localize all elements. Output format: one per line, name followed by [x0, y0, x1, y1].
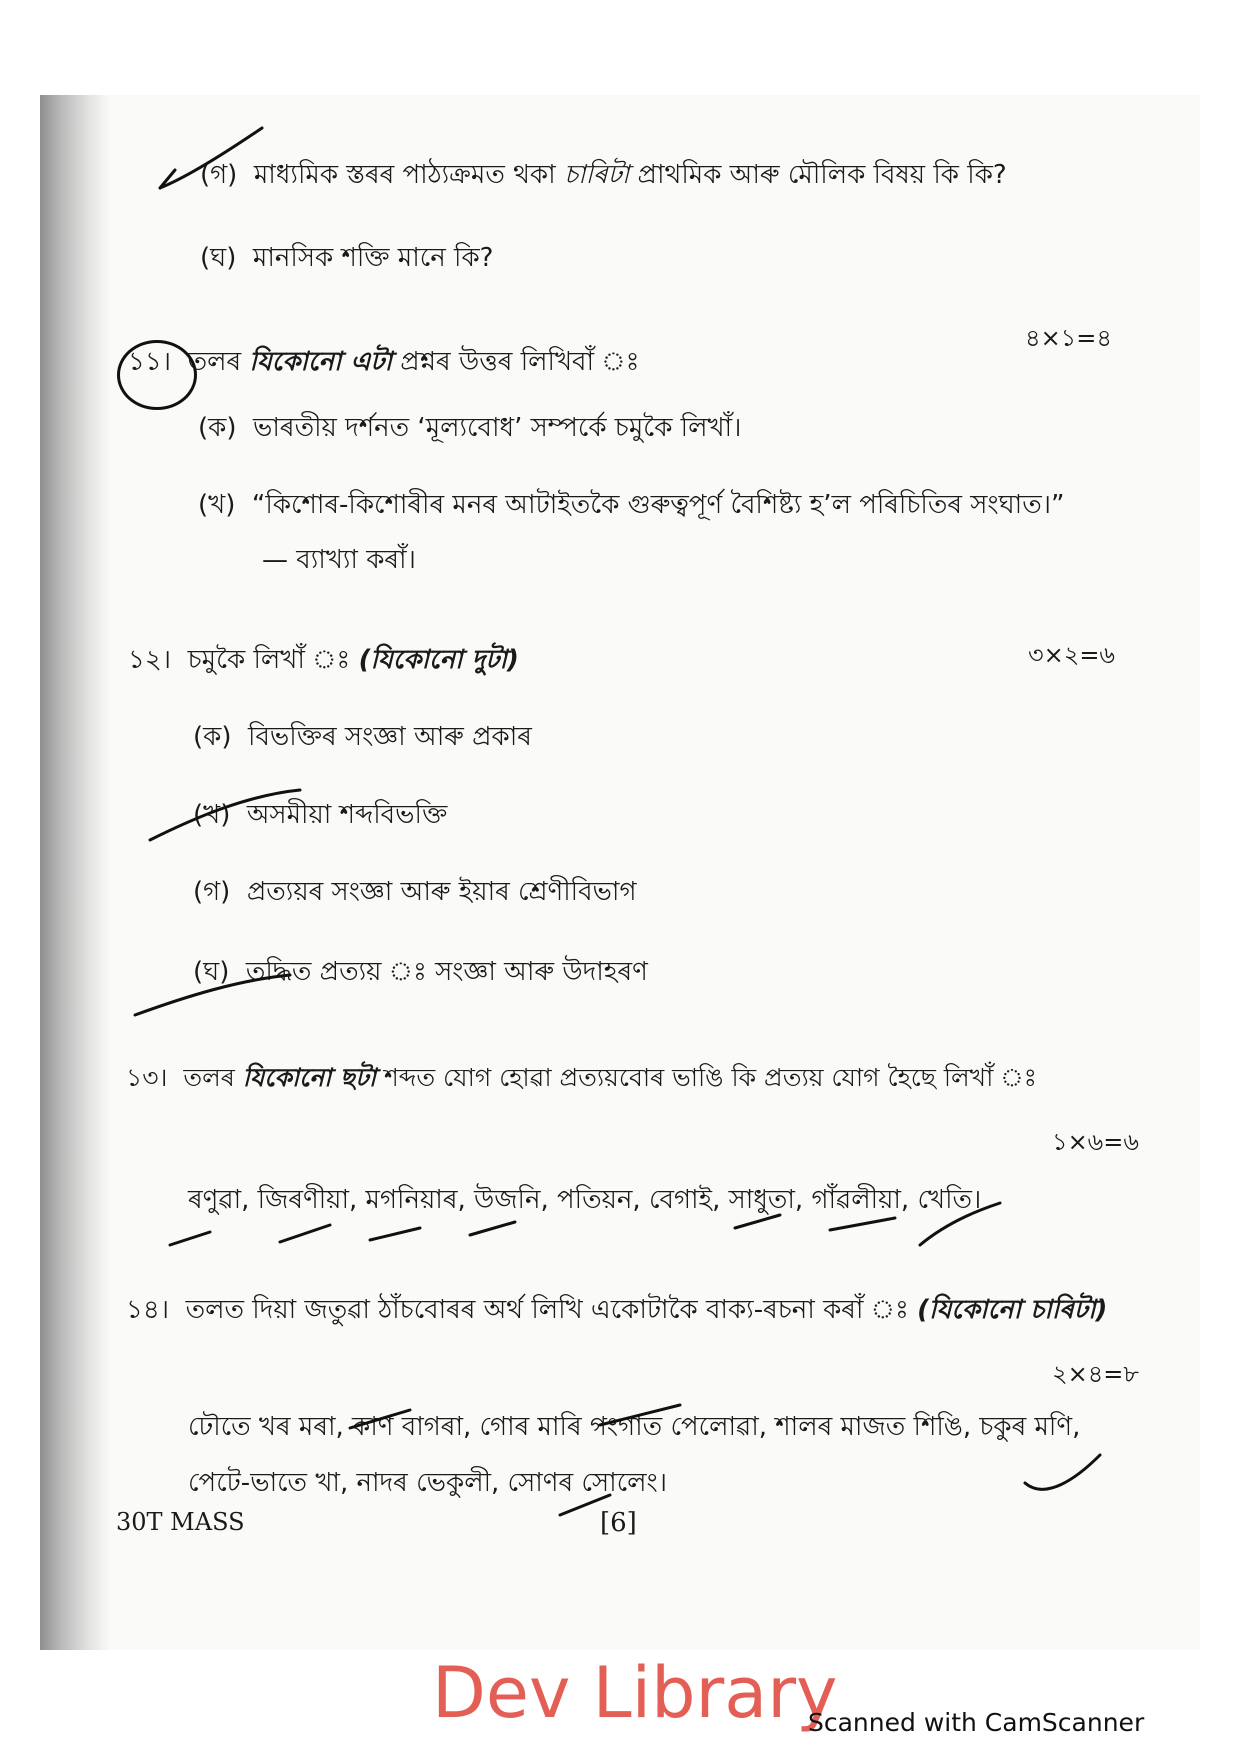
q10-g-emph: চাৰিটা	[563, 160, 630, 190]
q10-g	[200, 160, 1007, 191]
q11-pre: তলৰ	[187, 347, 250, 377]
q13-post: শব্দত যোগ হোৱা প্ৰত্যয়বোৰ ভাঙি কি প্ৰত্যয় যোগ হৈছে লিখাঁ ঃ	[376, 1063, 1038, 1092]
q10-g-text-pre: মাধ্যমিক স্তৰৰ পাঠ্যক্ৰমত থকা	[253, 160, 564, 190]
q12-gh	[193, 957, 648, 988]
q12-pre: চমুকৈ লিখাঁ ঃ	[187, 645, 359, 675]
q14-number: ১৪।	[126, 1295, 170, 1325]
q12-k-text: বিভক্তিৰ সংজ্ঞা আৰু প্ৰকাৰ	[248, 722, 532, 752]
q10-g-label: (গ)	[200, 160, 238, 190]
q13-marks: ১×৬=৬	[1052, 1128, 1140, 1156]
q13-emph: যিকোনো ছটা	[242, 1063, 377, 1092]
q12-kh-label: (খ)	[193, 800, 231, 830]
q11-emph: যিকোনো এটা	[249, 347, 393, 377]
q11-kh-line1: “কিশোৰ-কিশোৰীৰ মনৰ আটাইতকৈ গুৰুত্বপূৰ্ণ বৈশিষ্ট্য হ’ল পৰিচিতিৰ সংঘাত।”	[251, 490, 1065, 520]
q12-emph: (যিকোনো দুটা)	[358, 645, 519, 675]
q11-k-label: (ক)	[198, 413, 237, 443]
q12-heading	[128, 645, 519, 676]
q10-gh-label: (ঘ)	[200, 243, 237, 273]
paper-code: 30T MASS	[116, 1508, 245, 1536]
q14-line2: পেটে-ভাতে খা, নাদৰ ভেকুলী, সোণৰ সোলেং।	[188, 1468, 668, 1498]
q13-pre: তলৰ	[183, 1063, 243, 1092]
q14-pre: তলত দিয়া জতুৱা ঠাঁচবোৰৰ অৰ্থ লিখি একোটাকৈ বাক্য-ৰচনা কৰাঁ ঃ	[185, 1295, 918, 1325]
q10-gh-text: মানসিক শক্তি মানে কি?	[252, 243, 494, 273]
q13-words: ৰণুৱা, জিৰণীয়া, মগনিয়াৰ, উজনি, পতিয়ন, বেগাই, সাধুতা, গাঁৱলীয়া, খেতি।	[188, 1185, 982, 1215]
q11-kh-line2: — ব্যাখ্যা কৰাঁ।	[262, 545, 416, 575]
q12-gh-label: (ঘ)	[193, 957, 230, 987]
q14-emph: (যিকোনো চাৰিটা)	[917, 1295, 1108, 1325]
q11-kh	[198, 490, 1065, 521]
q11-marks: ৪×১=৪	[1025, 324, 1112, 352]
watermark-brand: Dev Library	[432, 1652, 838, 1734]
q12-k-label: (ক)	[193, 722, 232, 752]
q11-k	[198, 413, 741, 444]
q10-g-text-post: প্ৰাথমিক আৰু মৌলিক বিষয় কি কি?	[629, 160, 1007, 190]
q12-g	[193, 877, 637, 908]
q14-marks: ২×৪=৮	[1052, 1360, 1139, 1388]
q12-kh-text: অসমীয়া শব্দবিভক্তি	[246, 800, 448, 830]
page-number: [6]	[600, 1508, 637, 1538]
q12-number: ১২।	[128, 645, 172, 675]
q12-k	[193, 722, 532, 753]
q13-number: ১৩।	[126, 1063, 168, 1092]
watermark-scanner: Scanned with CamScanner	[808, 1708, 1145, 1737]
scan-shadow-edge	[40, 95, 110, 1650]
q13-heading	[126, 1063, 1037, 1093]
q14-heading	[126, 1295, 1107, 1326]
q11-post: প্ৰশ্নৰ উত্তৰ লিখিবাঁ ঃ	[392, 347, 640, 377]
q12-g-label: (গ)	[193, 877, 231, 907]
q14-line1: ঢৌতে খৰ মৰা, কাণ বাগৰা, গোৰ মাৰি গংগাত পেলোৱা, শালৰ মাজত শিঙি, চকুৰ মণি,	[188, 1412, 1081, 1442]
q12-marks: ৩×২=৬	[1028, 641, 1116, 669]
q11-kh-label: (খ)	[198, 490, 236, 520]
q12-g-text: প্ৰত্যয়ৰ সংজ্ঞা আৰু ইয়াৰ শ্ৰেণীবিভাগ	[246, 877, 637, 907]
q11-number: ১১।	[128, 347, 172, 377]
q11-heading	[128, 347, 639, 378]
q12-gh-text: তদ্ধিত প্ৰত্যয় ঃ সংজ্ঞা আৰু উদাহৰণ	[245, 957, 648, 987]
q11-k-text: ভাৰতীয় দৰ্শনত ‘মূল্যবোধ’ সম্পৰ্কে চমুকৈ লিখাঁ।	[253, 413, 742, 443]
q10-gh	[200, 243, 493, 274]
q12-kh	[193, 800, 447, 831]
